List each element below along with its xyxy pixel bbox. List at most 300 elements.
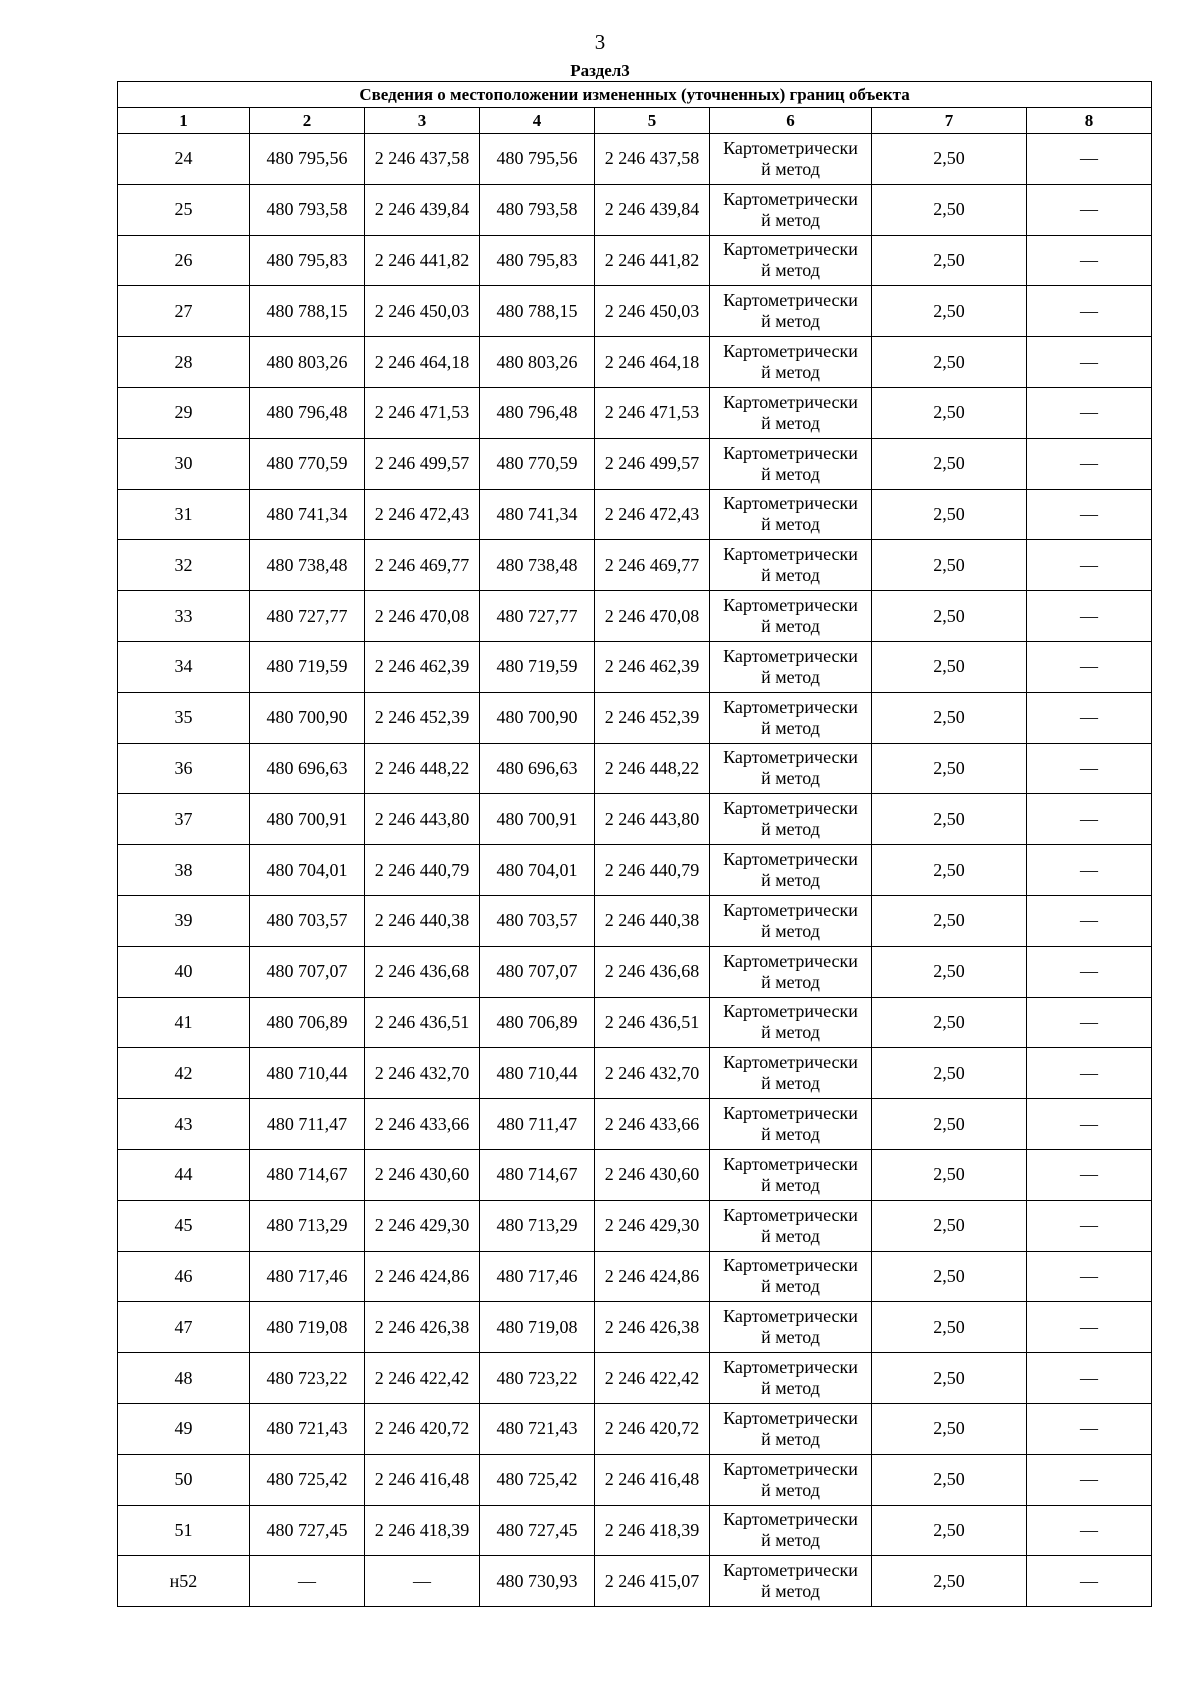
method-line: й метод (761, 666, 820, 687)
method-line: й метод (761, 971, 820, 992)
cell-point-number: 34 (118, 641, 250, 692)
cell-existing-x: — (250, 1556, 365, 1607)
method-line: й метод (761, 412, 820, 433)
cell-existing-y: 2 246 443,80 (365, 794, 480, 845)
method-line: Картометрически (723, 1357, 858, 1378)
table-row (118, 540, 1152, 591)
cell-method (710, 1200, 872, 1251)
method-line: й метод (761, 1378, 820, 1399)
cell-new-x: 480 723,22 (480, 1353, 595, 1404)
table-row (118, 1556, 1152, 1607)
method-line: Картометрически (723, 1306, 858, 1327)
table-row (118, 794, 1152, 845)
cell-existing-x: 480 714,67 (250, 1149, 365, 1200)
cell-point-number: 27 (118, 286, 250, 337)
cell-new-x: 480 704,01 (480, 845, 595, 896)
cell-existing-y: 2 246 439,84 (365, 184, 480, 235)
cell-new-x: 480 713,29 (480, 1200, 595, 1251)
cell-description: — (1027, 1200, 1152, 1251)
cell-new-x: 480 727,45 (480, 1505, 595, 1556)
method-line: й метод (761, 1276, 820, 1297)
table-row (118, 641, 1152, 692)
table-row (118, 692, 1152, 743)
cell-accuracy: 2,50 (872, 1251, 1027, 1302)
cell-description: — (1027, 1251, 1152, 1302)
cell-accuracy: 2,50 (872, 286, 1027, 337)
cell-method (710, 184, 872, 235)
cell-new-y: 2 246 470,08 (595, 591, 710, 642)
cell-method (710, 489, 872, 540)
cell-new-y: 2 246 418,39 (595, 1505, 710, 1556)
method-line: Картометрически (723, 1153, 858, 1174)
cell-description: — (1027, 286, 1152, 337)
table-row (118, 438, 1152, 489)
cell-new-x: 480 717,46 (480, 1251, 595, 1302)
table-row (118, 946, 1152, 997)
cell-new-x: 480 796,48 (480, 387, 595, 438)
cell-existing-x: 480 741,34 (250, 489, 365, 540)
cell-existing-y: 2 246 430,60 (365, 1149, 480, 1200)
cell-accuracy: 2,50 (872, 692, 1027, 743)
method-line: Картометрически (723, 290, 858, 311)
cell-method (710, 337, 872, 388)
method-line: Картометрически (723, 1052, 858, 1073)
cell-point-number: 38 (118, 845, 250, 896)
cell-new-y: 2 246 420,72 (595, 1403, 710, 1454)
cell-method (710, 1302, 872, 1353)
cell-method (710, 387, 872, 438)
cell-new-x: 480 700,91 (480, 794, 595, 845)
cell-new-x: 480 730,93 (480, 1556, 595, 1607)
cell-point-number: 36 (118, 743, 250, 794)
cell-accuracy: 2,50 (872, 438, 1027, 489)
cell-method (710, 540, 872, 591)
cell-point-number: 37 (118, 794, 250, 845)
method-line: й метод (761, 1530, 820, 1551)
table-row (118, 591, 1152, 642)
table-row (118, 1200, 1152, 1251)
cell-new-y: 2 246 448,22 (595, 743, 710, 794)
cell-new-x: 480 741,34 (480, 489, 595, 540)
cell-method (710, 1556, 872, 1607)
cell-point-number: н52 (118, 1556, 250, 1607)
cell-method (710, 1505, 872, 1556)
cell-point-number: 46 (118, 1251, 250, 1302)
method-line: й метод (761, 209, 820, 230)
cell-new-y: 2 246 437,58 (595, 134, 710, 185)
cell-accuracy: 2,50 (872, 489, 1027, 540)
cell-new-y: 2 246 432,70 (595, 1048, 710, 1099)
table-row (118, 1403, 1152, 1454)
cell-existing-y: 2 246 472,43 (365, 489, 480, 540)
cell-method (710, 946, 872, 997)
cell-new-y: 2 246 422,42 (595, 1353, 710, 1404)
cell-new-x: 480 707,07 (480, 946, 595, 997)
cell-description: — (1027, 1302, 1152, 1353)
cell-point-number: 29 (118, 387, 250, 438)
cell-point-number: 41 (118, 997, 250, 1048)
cell-point-number: 25 (118, 184, 250, 235)
cell-accuracy: 2,50 (872, 997, 1027, 1048)
cell-accuracy: 2,50 (872, 235, 1027, 286)
column-number-row (118, 108, 1152, 134)
cell-accuracy: 2,50 (872, 1403, 1027, 1454)
cell-new-y: 2 246 440,38 (595, 895, 710, 946)
table-row (118, 1149, 1152, 1200)
cell-new-x: 480 725,42 (480, 1454, 595, 1505)
cell-existing-y: 2 246 433,66 (365, 1099, 480, 1150)
cell-accuracy: 2,50 (872, 134, 1027, 185)
cell-new-x: 480 706,89 (480, 997, 595, 1048)
cell-existing-x: 480 710,44 (250, 1048, 365, 1099)
cell-new-y: 2 246 452,39 (595, 692, 710, 743)
cell-existing-y: 2 246 462,39 (365, 641, 480, 692)
method-line: Картометрически (723, 849, 858, 870)
cell-method (710, 895, 872, 946)
cell-method (710, 286, 872, 337)
cell-point-number: 44 (118, 1149, 250, 1200)
cell-description: — (1027, 1048, 1152, 1099)
cell-description: — (1027, 591, 1152, 642)
method-line: й метод (761, 1022, 820, 1043)
method-line: Картометрически (723, 493, 858, 514)
column-number: 2 (250, 108, 365, 134)
method-line: Картометрически (723, 1560, 858, 1581)
cell-existing-x: 480 723,22 (250, 1353, 365, 1404)
cell-existing-x: 480 703,57 (250, 895, 365, 946)
table-row (118, 1505, 1152, 1556)
cell-description: — (1027, 1403, 1152, 1454)
method-line: Картометрически (723, 1255, 858, 1276)
cell-existing-y: 2 246 422,42 (365, 1353, 480, 1404)
method-line: Картометрически (723, 1407, 858, 1428)
cell-new-y: 2 246 439,84 (595, 184, 710, 235)
cell-existing-x: 480 795,83 (250, 235, 365, 286)
cell-method (710, 591, 872, 642)
cell-accuracy: 2,50 (872, 845, 1027, 896)
cell-new-y: 2 246 472,43 (595, 489, 710, 540)
cell-existing-y: 2 246 471,53 (365, 387, 480, 438)
method-line: й метод (761, 870, 820, 891)
method-line: Картометрически (723, 747, 858, 768)
cell-existing-x: 480 721,43 (250, 1403, 365, 1454)
cell-new-x: 480 710,44 (480, 1048, 595, 1099)
cell-new-x: 480 714,67 (480, 1149, 595, 1200)
table-row (118, 286, 1152, 337)
method-line: Картометрически (723, 1204, 858, 1225)
cell-existing-x: 480 704,01 (250, 845, 365, 896)
cell-accuracy: 2,50 (872, 1200, 1027, 1251)
column-number: 7 (872, 108, 1027, 134)
cell-method (710, 134, 872, 185)
cell-existing-y: 2 246 464,18 (365, 337, 480, 388)
cell-accuracy: 2,50 (872, 641, 1027, 692)
table-row (118, 1454, 1152, 1505)
method-line: Картометрически (723, 696, 858, 717)
cell-point-number: 32 (118, 540, 250, 591)
cell-new-y: 2 246 416,48 (595, 1454, 710, 1505)
cell-accuracy: 2,50 (872, 591, 1027, 642)
cell-description: — (1027, 337, 1152, 388)
cell-point-number: 45 (118, 1200, 250, 1251)
cell-existing-y: 2 246 420,72 (365, 1403, 480, 1454)
cell-existing-y: 2 246 469,77 (365, 540, 480, 591)
cell-method (710, 1099, 872, 1150)
cell-description: — (1027, 845, 1152, 896)
method-line: й метод (761, 1073, 820, 1094)
cell-new-x: 480 770,59 (480, 438, 595, 489)
cell-method (710, 997, 872, 1048)
column-number: 1 (118, 108, 250, 134)
cell-accuracy: 2,50 (872, 1099, 1027, 1150)
cell-existing-x: 480 696,63 (250, 743, 365, 794)
cell-point-number: 49 (118, 1403, 250, 1454)
cell-existing-x: 480 803,26 (250, 337, 365, 388)
cell-accuracy: 2,50 (872, 1505, 1027, 1556)
cell-method (710, 743, 872, 794)
cell-new-y: 2 246 440,79 (595, 845, 710, 896)
cell-new-x: 480 803,26 (480, 337, 595, 388)
cell-new-y: 2 246 471,53 (595, 387, 710, 438)
cell-existing-y: 2 246 437,58 (365, 134, 480, 185)
cell-method (710, 1149, 872, 1200)
column-number: 4 (480, 108, 595, 134)
cell-existing-x: 480 738,48 (250, 540, 365, 591)
cell-description: — (1027, 641, 1152, 692)
table-row (118, 184, 1152, 235)
table-row (118, 387, 1152, 438)
cell-point-number: 26 (118, 235, 250, 286)
method-line: Картометрически (723, 798, 858, 819)
method-line: Картометрически (723, 950, 858, 971)
cell-accuracy: 2,50 (872, 1353, 1027, 1404)
column-number: 5 (595, 108, 710, 134)
cell-accuracy: 2,50 (872, 946, 1027, 997)
cell-new-x: 480 703,57 (480, 895, 595, 946)
page-number: 3 (594, 30, 606, 54)
method-line: Картометрически (723, 1103, 858, 1124)
table-row (118, 1099, 1152, 1150)
cell-description: — (1027, 692, 1152, 743)
cell-accuracy: 2,50 (872, 540, 1027, 591)
cell-existing-y: 2 246 440,79 (365, 845, 480, 896)
cell-point-number: 42 (118, 1048, 250, 1099)
cell-new-x: 480 793,58 (480, 184, 595, 235)
cell-new-y: 2 246 424,86 (595, 1251, 710, 1302)
cell-new-y: 2 246 441,82 (595, 235, 710, 286)
cell-accuracy: 2,50 (872, 1149, 1027, 1200)
method-line: й метод (761, 463, 820, 484)
cell-accuracy: 2,50 (872, 1048, 1027, 1099)
cell-new-x: 480 788,15 (480, 286, 595, 337)
cell-existing-y: 2 246 441,82 (365, 235, 480, 286)
table-row (118, 337, 1152, 388)
cell-new-x: 480 700,90 (480, 692, 595, 743)
cell-existing-y: 2 246 450,03 (365, 286, 480, 337)
cell-accuracy: 2,50 (872, 743, 1027, 794)
cell-point-number: 39 (118, 895, 250, 946)
method-line: Картометрически (723, 1509, 858, 1530)
cell-method (710, 1251, 872, 1302)
method-line: Картометрически (723, 899, 858, 920)
method-line: Картометрически (723, 544, 858, 565)
method-line: Картометрически (723, 137, 858, 158)
method-line: й метод (761, 514, 820, 535)
cell-new-x: 480 738,48 (480, 540, 595, 591)
method-line: Картометрически (723, 1458, 858, 1479)
cell-existing-x: 480 727,45 (250, 1505, 365, 1556)
method-line: Картометрически (723, 239, 858, 260)
cell-description: — (1027, 1505, 1152, 1556)
section-title: Раздел3 (570, 61, 630, 80)
cell-point-number: 33 (118, 591, 250, 642)
method-line: й метод (761, 1174, 820, 1195)
cell-existing-x: 480 713,29 (250, 1200, 365, 1251)
cell-existing-y: 2 246 416,48 (365, 1454, 480, 1505)
cell-method (710, 1403, 872, 1454)
cell-description: — (1027, 489, 1152, 540)
method-line: й метод (761, 362, 820, 383)
cell-point-number: 31 (118, 489, 250, 540)
cell-accuracy: 2,50 (872, 184, 1027, 235)
cell-description: — (1027, 1099, 1152, 1150)
cell-point-number: 48 (118, 1353, 250, 1404)
cell-description: — (1027, 794, 1152, 845)
table-row (118, 895, 1152, 946)
method-line: й метод (761, 565, 820, 586)
cell-existing-y: 2 246 429,30 (365, 1200, 480, 1251)
boundary-coordinates-table (117, 81, 1152, 1607)
cell-point-number: 47 (118, 1302, 250, 1353)
cell-existing-x: 480 725,42 (250, 1454, 365, 1505)
cell-existing-x: 480 707,07 (250, 946, 365, 997)
cell-point-number: 51 (118, 1505, 250, 1556)
cell-description: — (1027, 1454, 1152, 1505)
cell-new-x: 480 721,43 (480, 1403, 595, 1454)
cell-description: — (1027, 235, 1152, 286)
cell-existing-x: 480 796,48 (250, 387, 365, 438)
cell-point-number: 40 (118, 946, 250, 997)
cell-description: — (1027, 1353, 1152, 1404)
cell-description: — (1027, 946, 1152, 997)
table-caption-row (118, 82, 1152, 108)
method-line: Картометрически (723, 391, 858, 412)
method-line: й метод (761, 819, 820, 840)
cell-point-number: 24 (118, 134, 250, 185)
cell-existing-y: 2 246 432,70 (365, 1048, 480, 1099)
cell-description: — (1027, 184, 1152, 235)
method-line: й метод (761, 1327, 820, 1348)
cell-existing-x: 480 793,58 (250, 184, 365, 235)
cell-description: — (1027, 134, 1152, 185)
cell-accuracy: 2,50 (872, 794, 1027, 845)
cell-new-y: 2 246 415,07 (595, 1556, 710, 1607)
cell-existing-x: 480 719,08 (250, 1302, 365, 1353)
cell-description: — (1027, 540, 1152, 591)
table-caption: Сведения о местоположении измененных (уточненных) границ объекта (118, 82, 1152, 108)
cell-existing-x: 480 706,89 (250, 997, 365, 1048)
cell-new-y: 2 246 450,03 (595, 286, 710, 337)
cell-method (710, 235, 872, 286)
cell-method (710, 1353, 872, 1404)
table-row (118, 489, 1152, 540)
cell-new-y: 2 246 430,60 (595, 1149, 710, 1200)
cell-method (710, 1048, 872, 1099)
cell-existing-y: 2 246 448,22 (365, 743, 480, 794)
cell-new-y: 2 246 443,80 (595, 794, 710, 845)
cell-accuracy: 2,50 (872, 337, 1027, 388)
cell-point-number: 35 (118, 692, 250, 743)
cell-method (710, 794, 872, 845)
method-line: й метод (761, 260, 820, 281)
cell-existing-x: 480 711,47 (250, 1099, 365, 1150)
cell-method (710, 845, 872, 896)
cell-existing-y: 2 246 426,38 (365, 1302, 480, 1353)
cell-existing-y: 2 246 470,08 (365, 591, 480, 642)
method-line: Картометрически (723, 595, 858, 616)
cell-existing-y: — (365, 1556, 480, 1607)
cell-existing-y: 2 246 418,39 (365, 1505, 480, 1556)
cell-new-y: 2 246 469,77 (595, 540, 710, 591)
cell-existing-x: 480 727,77 (250, 591, 365, 642)
cell-existing-y: 2 246 452,39 (365, 692, 480, 743)
cell-new-y: 2 246 462,39 (595, 641, 710, 692)
cell-description: — (1027, 438, 1152, 489)
cell-new-x: 480 727,77 (480, 591, 595, 642)
table-row (118, 997, 1152, 1048)
table-row (118, 1302, 1152, 1353)
table-row (118, 1251, 1152, 1302)
table-row (118, 743, 1152, 794)
cell-new-y: 2 246 499,57 (595, 438, 710, 489)
table-row (118, 1048, 1152, 1099)
cell-new-x: 480 795,83 (480, 235, 595, 286)
cell-description: — (1027, 997, 1152, 1048)
column-number: 8 (1027, 108, 1152, 134)
cell-new-x: 480 719,08 (480, 1302, 595, 1353)
method-line: й метод (761, 1479, 820, 1500)
cell-new-x: 480 711,47 (480, 1099, 595, 1150)
method-line: й метод (761, 616, 820, 637)
table-row (118, 235, 1152, 286)
cell-existing-x: 480 700,90 (250, 692, 365, 743)
method-line: й метод (761, 1225, 820, 1246)
cell-new-y: 2 246 464,18 (595, 337, 710, 388)
cell-description: — (1027, 743, 1152, 794)
cell-new-y: 2 246 429,30 (595, 1200, 710, 1251)
cell-new-x: 480 719,59 (480, 641, 595, 692)
cell-accuracy: 2,50 (872, 387, 1027, 438)
cell-existing-x: 480 700,91 (250, 794, 365, 845)
cell-new-y: 2 246 433,66 (595, 1099, 710, 1150)
method-line: й метод (761, 1124, 820, 1145)
cell-new-y: 2 246 436,68 (595, 946, 710, 997)
table-row (118, 1353, 1152, 1404)
cell-point-number: 28 (118, 337, 250, 388)
cell-new-y: 2 246 436,51 (595, 997, 710, 1048)
cell-existing-y: 2 246 440,38 (365, 895, 480, 946)
cell-point-number: 43 (118, 1099, 250, 1150)
method-line: Картометрически (723, 645, 858, 666)
method-line: й метод (761, 1428, 820, 1449)
method-line: Картометрически (723, 188, 858, 209)
cell-description: — (1027, 387, 1152, 438)
cell-new-x: 480 696,63 (480, 743, 595, 794)
cell-existing-y: 2 246 499,57 (365, 438, 480, 489)
table-row (118, 134, 1152, 185)
cell-existing-y: 2 246 424,86 (365, 1251, 480, 1302)
cell-method (710, 641, 872, 692)
